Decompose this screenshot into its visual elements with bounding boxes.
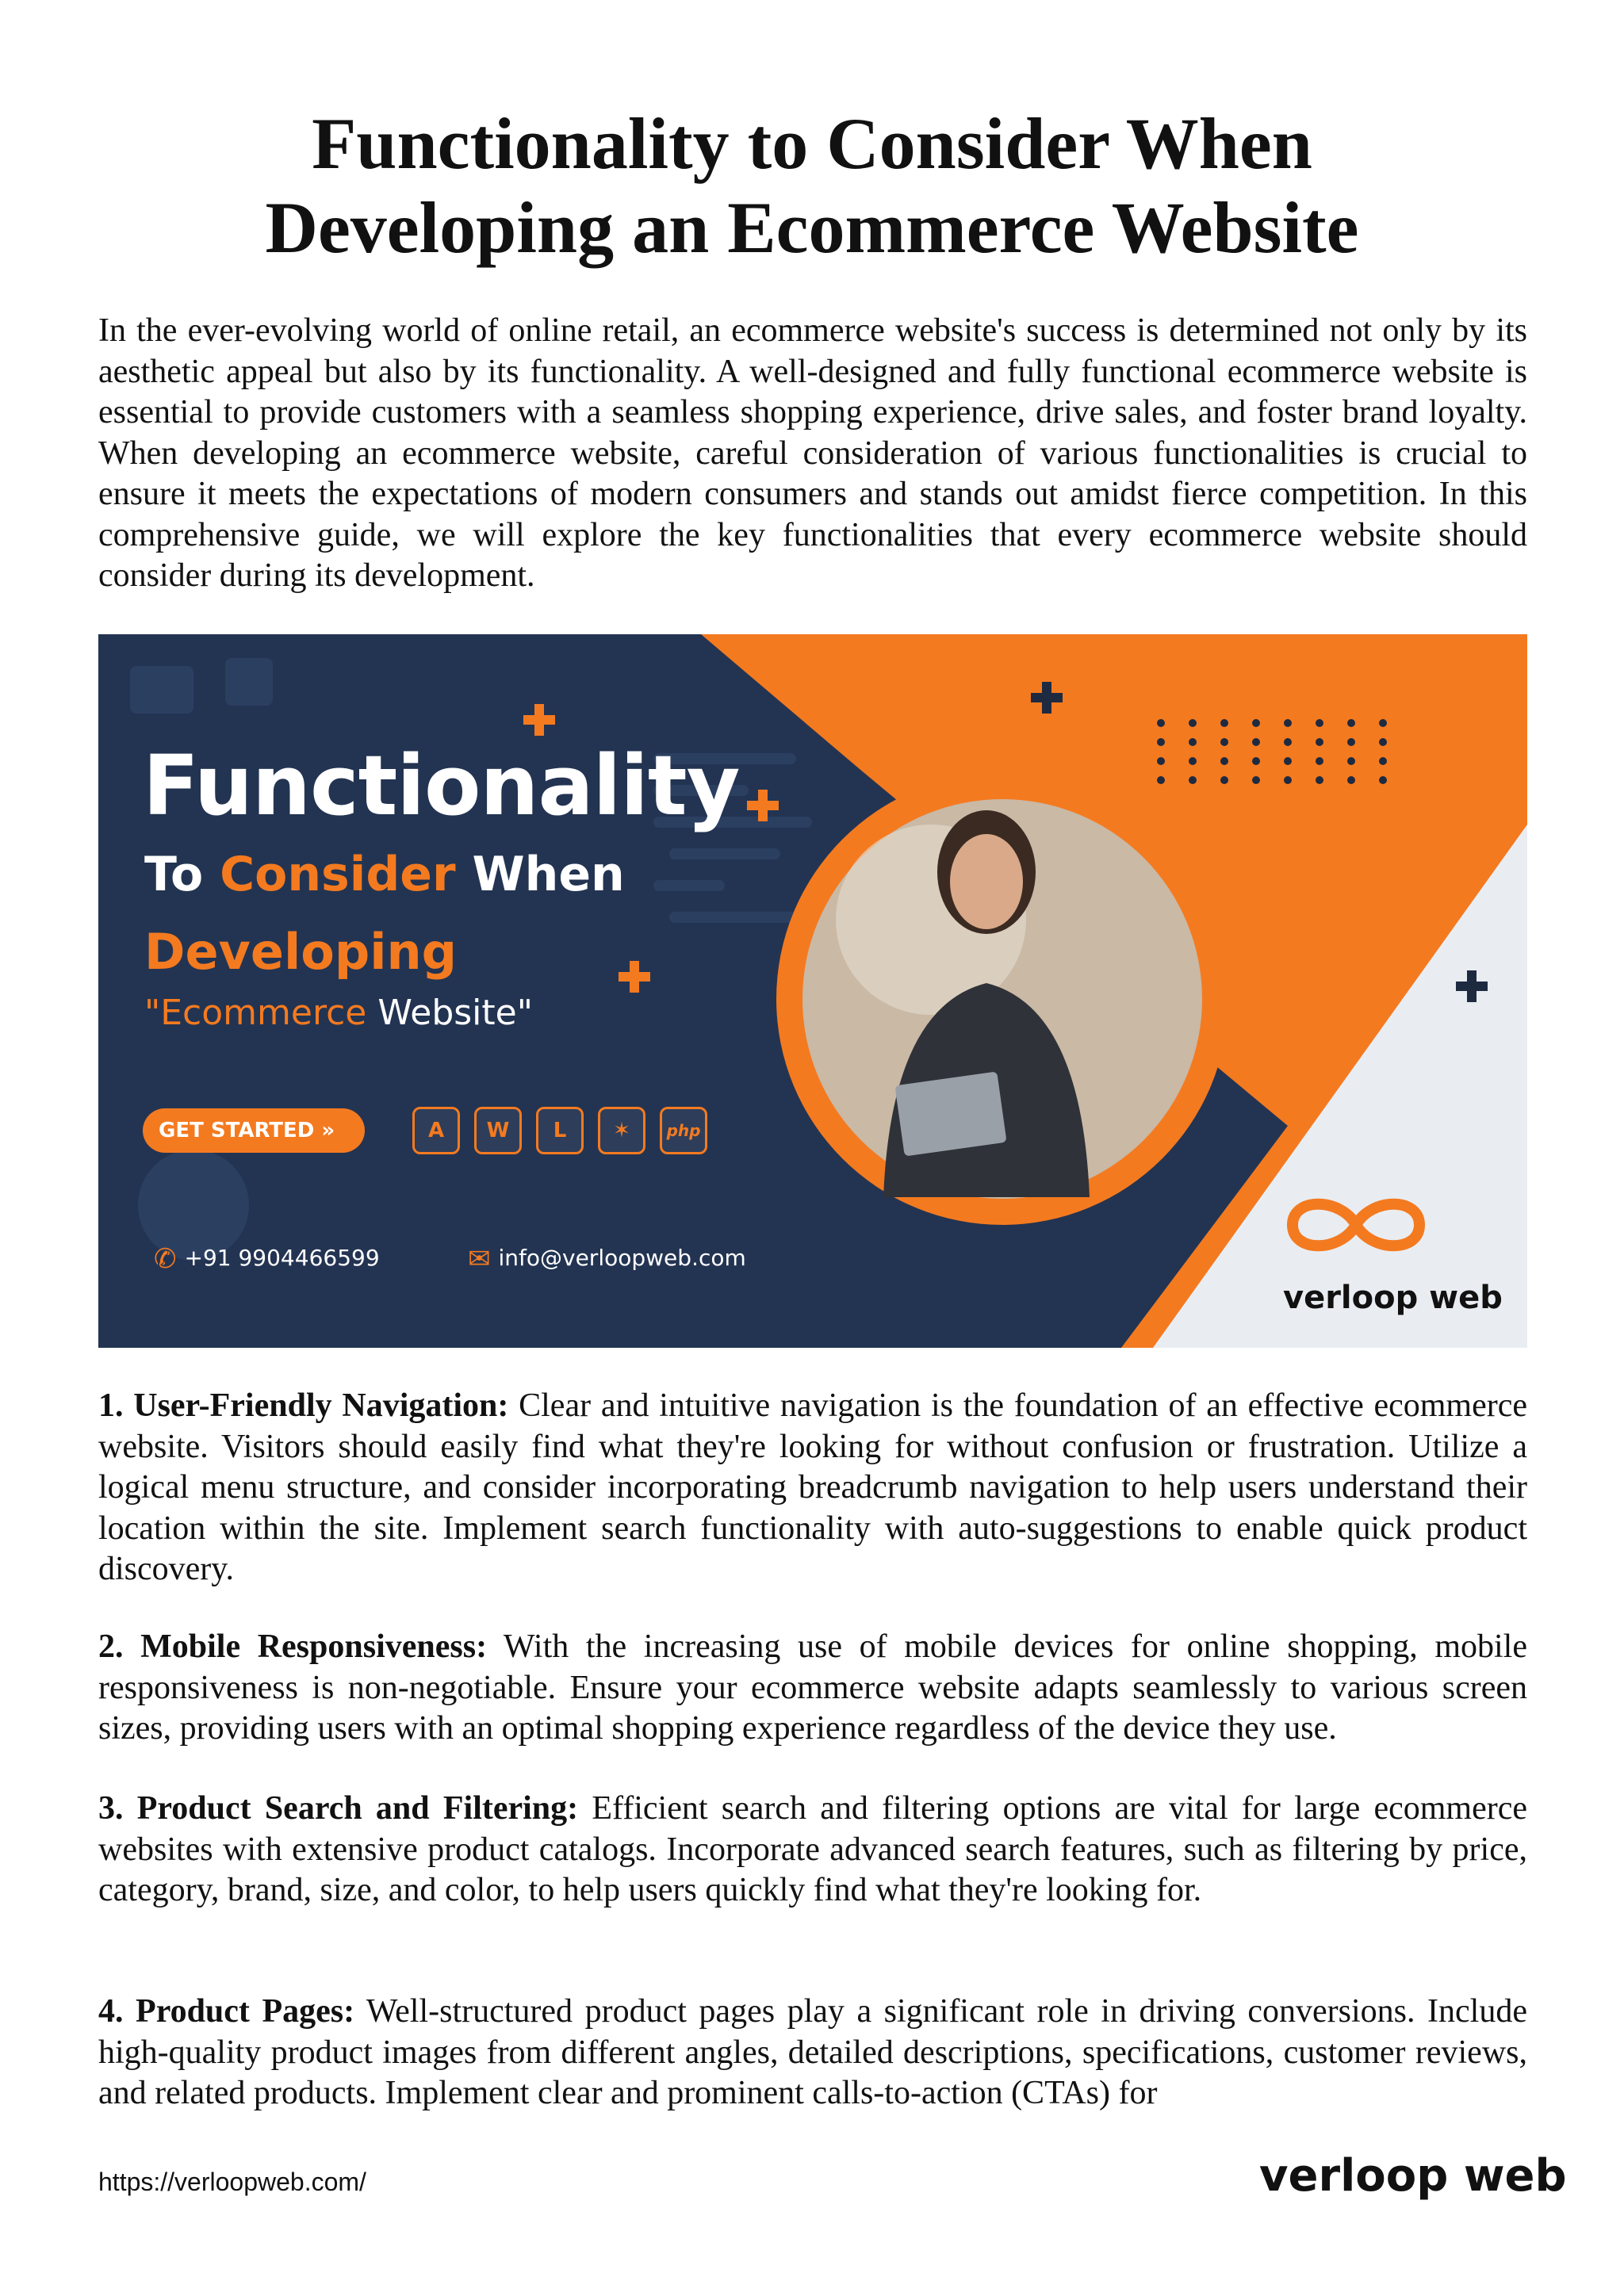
codeigniter-icon: ✶	[598, 1107, 645, 1154]
section-mobile-responsiveness	[98, 1627, 1527, 1750]
hero-banner-image	[98, 634, 1527, 1348]
footer-logo-text: verloop web	[1259, 2150, 1567, 2202]
get-started-button: GET STARTED »	[143, 1108, 365, 1153]
php-icon: php	[660, 1107, 707, 1154]
banner-email: ✉ info@verloopweb.com	[468, 1243, 746, 1275]
wordpress-icon: W	[474, 1107, 522, 1154]
banner-headline: Functionality	[143, 737, 740, 834]
section-body: Clear and intuitive navigation is the foundation of an effective ecommerce website. Visitors should easily find what they're looking for without confusion or frustration. Utilize a logical menu structure, and consider incorporating breadcrumb navigation to help users understand their location within the site. Implement search functionality with auto-suggestions to enable quick product discovery.	[98, 1387, 1527, 1587]
section-body: Well-structured product pages play a significant role in driving conversions. Include high-quality product images from different angles, detailed descriptions, specifications, customer reviews, and related products. Implement clear and prominent calls-to-action (CTAs) for	[98, 1993, 1527, 2111]
section-product-search-filtering	[98, 1789, 1527, 1911]
section-heading: 2. Mobile Responsiveness:	[98, 1628, 488, 1665]
footer-url-link[interactable]: https://verloopweb.com/	[98, 2168, 366, 2196]
phone-icon: ✆	[154, 1243, 177, 1275]
page-title	[0, 101, 1624, 270]
angular-icon: A	[412, 1107, 460, 1154]
laravel-icon: L	[536, 1107, 584, 1154]
banner-line-2: To Consider When	[144, 847, 625, 902]
title-line-2: Developing an Ecommerce Website	[265, 187, 1359, 268]
intro-paragraph: In the ever-evolving world of online retail, an ecommerce website's success is determined not only by its aesthetic appeal but also by its functionality. A well-designed and fully functional ecommerce website is essential to provide customers with a seamless shopping experience, drive sales, and foster brand loyalty. When developing an ecommerce website, careful consideration of various functionalities is crucial to ensure it meets the expectations of modern consumers and stands out amidst fierce competition. In this comprehensive guide, we will explore the key functionalities that every ecommerce website should consider during its development.	[98, 312, 1527, 594]
section-heading: 4. Product Pages:	[98, 1993, 355, 2030]
section-body: Efficient search and filtering options are vital for large ecommerce websites with extensive product catalogs. Incorporate advanced search features, such as filtering by price, category, brand, size, and color, to help users quickly find what they're looking for.	[98, 1790, 1527, 1908]
banner-phone: ✆ +91 9904466599	[154, 1243, 380, 1275]
infinity-logo-icon	[1277, 1181, 1435, 1269]
title-line-1: Functionality to Consider When	[312, 103, 1312, 184]
section-user-friendly-navigation	[98, 1386, 1527, 1590]
banner-brand-name: verloop web	[1283, 1280, 1503, 1316]
footer-logo	[1259, 2150, 1567, 2206]
banner-line-3: Developing	[144, 923, 457, 981]
mail-icon: ✉	[468, 1243, 491, 1275]
section-product-pages	[98, 1992, 1527, 2114]
section-body: With the increasing use of mobile devices for online shopping, mobile responsiveness is non-negotiable. Ensure your ecommerce website adapts seamlessly to various screen sizes, providing users with an optimal shopping experience regardless of the device they use.	[98, 1628, 1527, 1747]
banner-line-4: "Ecommerce Website"	[144, 993, 533, 1033]
section-heading: 3. Product Search and Filtering:	[98, 1790, 579, 1827]
section-heading: 1. User-Friendly Navigation:	[98, 1387, 509, 1424]
